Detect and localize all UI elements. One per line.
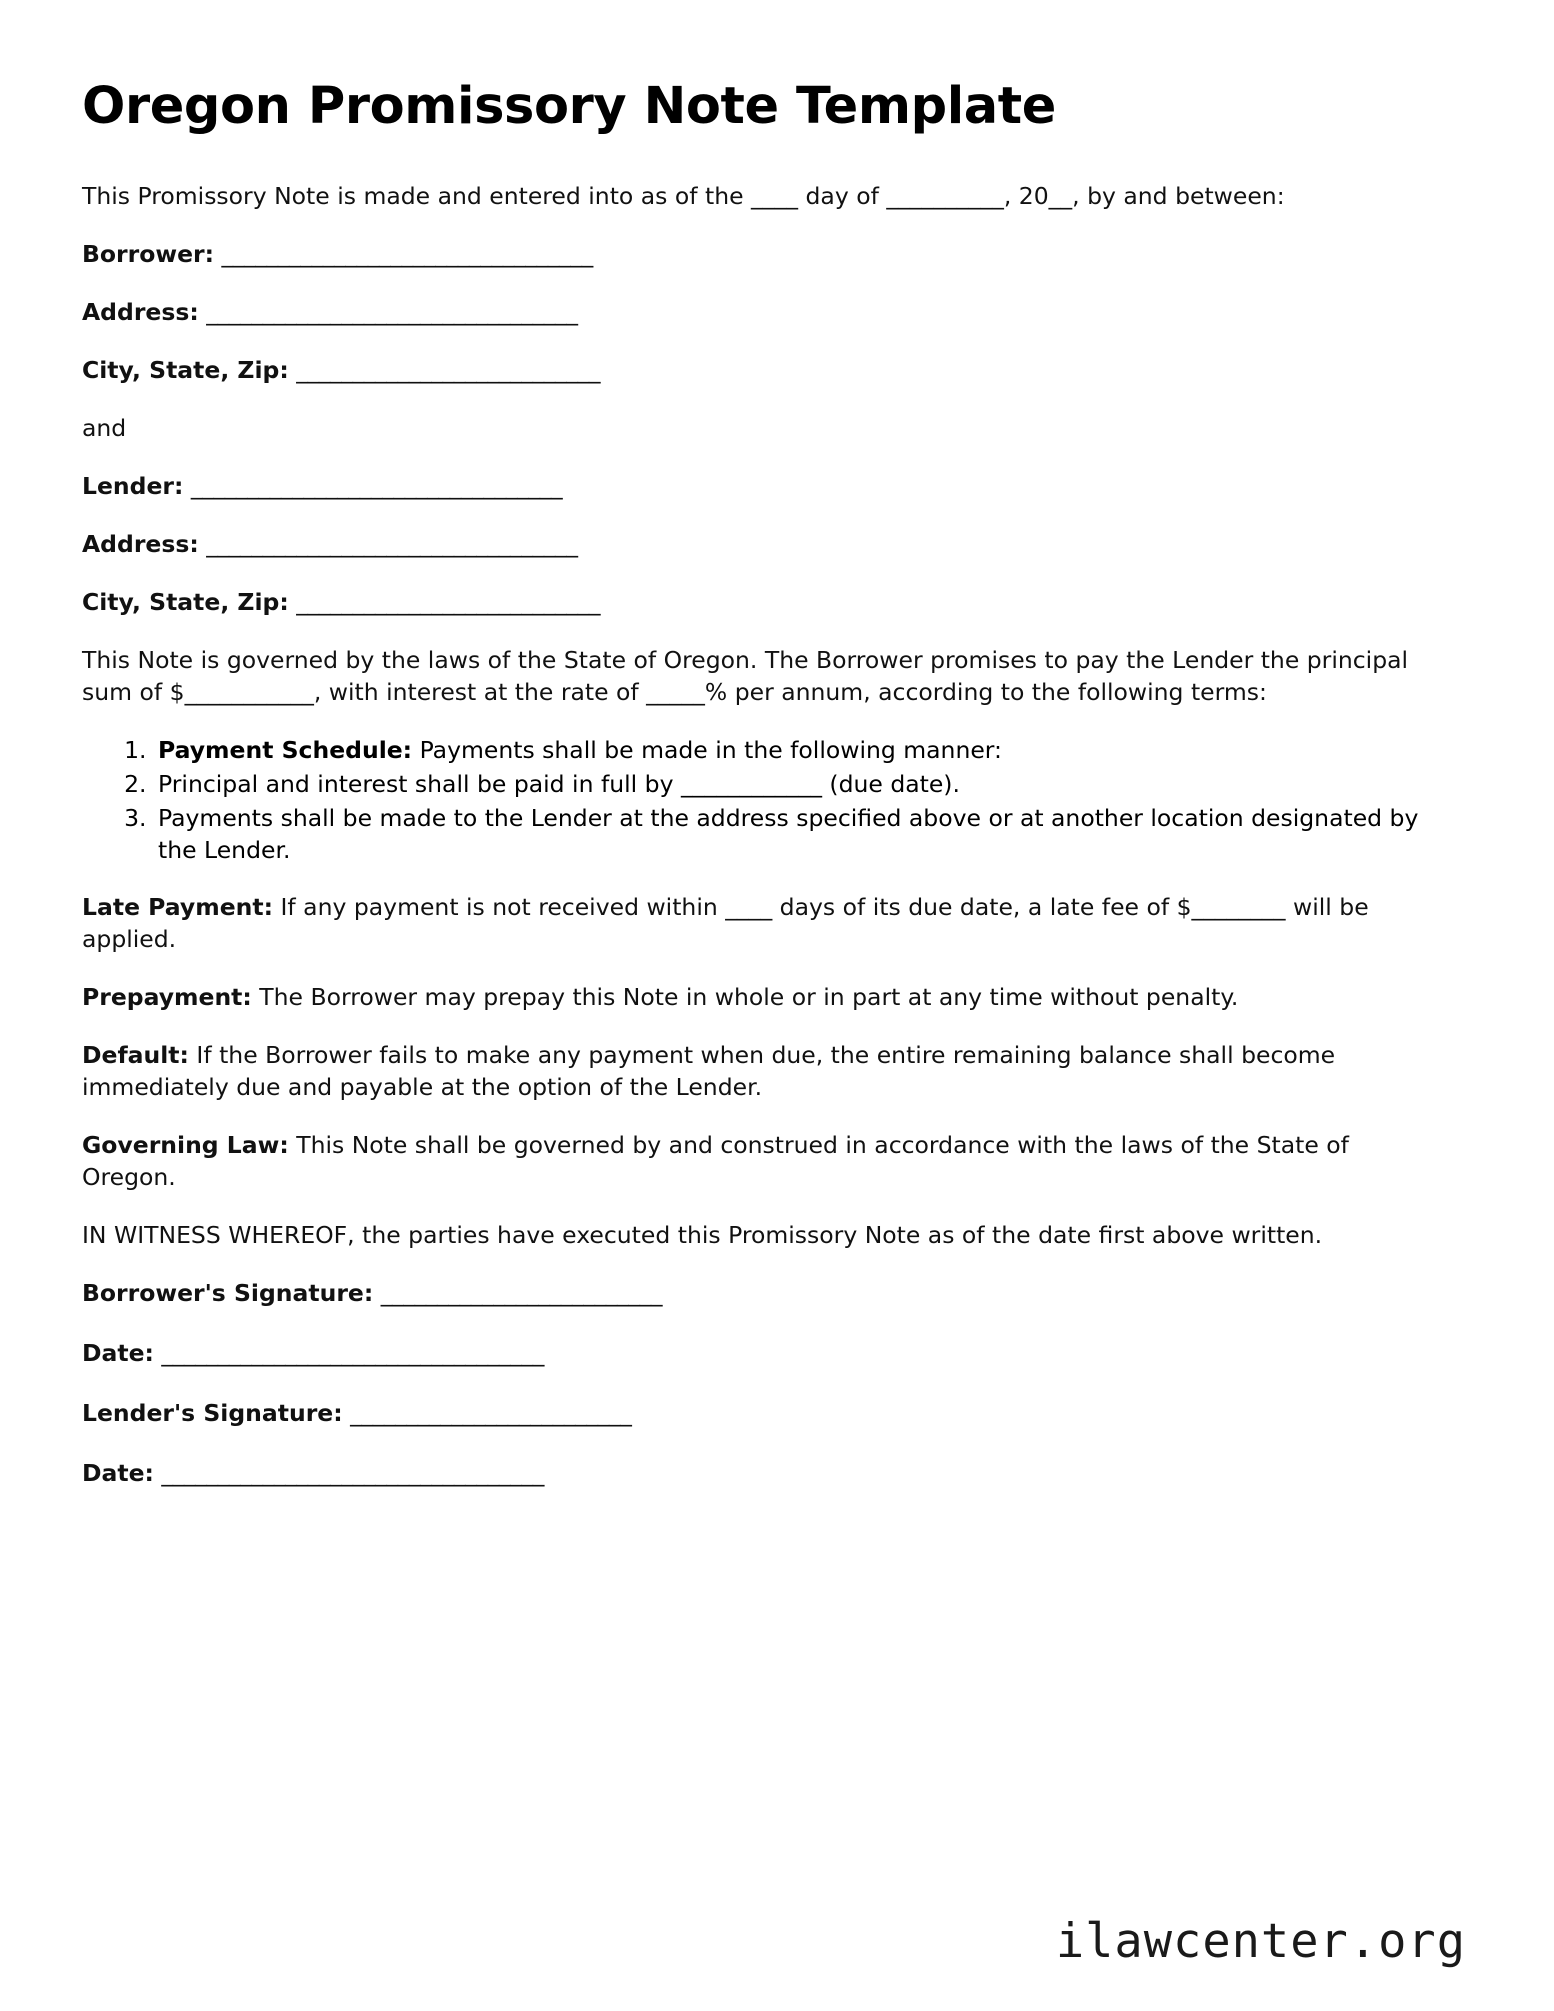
- borrower-name-field: [82, 239, 1454, 271]
- borrower-name-blank[interactable]: _________________________________: [221, 240, 593, 269]
- borrower-signature-blank[interactable]: _________________________: [380, 1279, 662, 1308]
- governing-law-heading: Governing Law:: [82, 1131, 289, 1160]
- borrower-city-field: [82, 355, 1454, 387]
- borrower-date-field: [82, 1338, 1454, 1370]
- late-payment-heading: Late Payment:: [82, 893, 274, 922]
- prepayment-section: [82, 982, 1442, 1014]
- governing-paragraph: This Note is governed by the laws of the State of Oregon. The Borrower promises to pay the Lender the principal sum of $___________, with interest at the rate of _____% per annum, according to the following terms:: [82, 645, 1409, 706]
- term-3-text: Payments shall be made to the Lender at the address specified above or at another location designated by the Lender.: [158, 803, 1419, 864]
- default-text: If the Borrower fails to make any payment when due, the entire remaining balance shall become immediately due and payable at the option of the Lender.: [82, 1041, 1336, 1102]
- borrower-date-blank[interactable]: __________________________________: [161, 1339, 544, 1368]
- signature-block: [82, 1278, 1454, 1490]
- borrower-signature-label: Borrower's Signature:: [82, 1279, 374, 1308]
- lender-name-field: [82, 471, 1454, 503]
- lender-name-label: Lender:: [82, 471, 184, 500]
- borrower-address-blank[interactable]: _________________________________: [206, 298, 578, 327]
- witness-paragraph: IN WITNESS WHEREOF, the parties have executed this Promissory Note as of the date first above written.: [82, 1221, 1323, 1250]
- lender-signature-blank[interactable]: _________________________: [350, 1398, 632, 1427]
- default-heading: Default:: [82, 1041, 189, 1070]
- borrower-address-field: [82, 297, 1454, 329]
- lender-address-field: [82, 529, 1454, 561]
- prepayment-heading: Prepayment:: [82, 983, 252, 1012]
- borrower-date-label: Date:: [82, 1339, 154, 1368]
- conjunction-and: and: [82, 413, 127, 442]
- default-section: [82, 1040, 1442, 1104]
- lender-date-blank[interactable]: __________________________________: [161, 1458, 544, 1487]
- lender-address-label: Address:: [82, 529, 199, 558]
- lender-city-blank[interactable]: ___________________________: [296, 587, 600, 616]
- list-item: [154, 803, 1454, 867]
- lender-signature-label: Lender's Signature:: [82, 1398, 343, 1427]
- site-watermark: ilawcenter.org: [1055, 1914, 1466, 1969]
- terms-list: [82, 735, 1454, 867]
- lender-signature-field: [82, 1398, 1454, 1430]
- borrower-name-label: Borrower:: [82, 240, 215, 269]
- governing-law-text: This Note shall be governed by and construed in accordance with the laws of the State of Oregon.: [82, 1131, 1349, 1192]
- late-payment-section: [82, 892, 1442, 956]
- borrower-city-blank[interactable]: ___________________________: [296, 355, 600, 384]
- governing-law-section: [82, 1130, 1442, 1194]
- borrower-city-label: City, State, Zip:: [82, 355, 289, 384]
- lender-name-blank[interactable]: _________________________________: [190, 471, 563, 500]
- intro-paragraph: This Promissory Note is made and entered into as of the ____ day of __________, 20__, by and between:: [82, 182, 1285, 211]
- lender-date-field: [82, 1458, 1454, 1490]
- lender-city-label: City, State, Zip:: [82, 587, 289, 616]
- late-payment-text: If any payment is not received within ____ days of its due date, a late fee of $________ will be applied.: [82, 893, 1369, 954]
- page-title: Oregon Promissory Note Template: [82, 77, 1056, 136]
- borrower-address-label: Address:: [82, 298, 199, 327]
- lender-date-label: Date:: [82, 1458, 154, 1487]
- lender-city-field: [82, 587, 1454, 619]
- borrower-signature-field: [82, 1278, 1454, 1310]
- prepayment-text: The Borrower may prepay this Note in whole or in part at any time without penalty.: [251, 983, 1239, 1012]
- list-item: [154, 735, 1454, 767]
- list-item: [154, 769, 1454, 801]
- term-1-heading: Payment Schedule:: [158, 735, 413, 764]
- term-2-text: Principal and interest shall be paid in full by ____________ (due date).: [158, 769, 960, 798]
- term-1-text: Payments shall be made in the following manner:: [412, 735, 1002, 764]
- lender-address-blank[interactable]: _________________________________: [206, 529, 578, 558]
